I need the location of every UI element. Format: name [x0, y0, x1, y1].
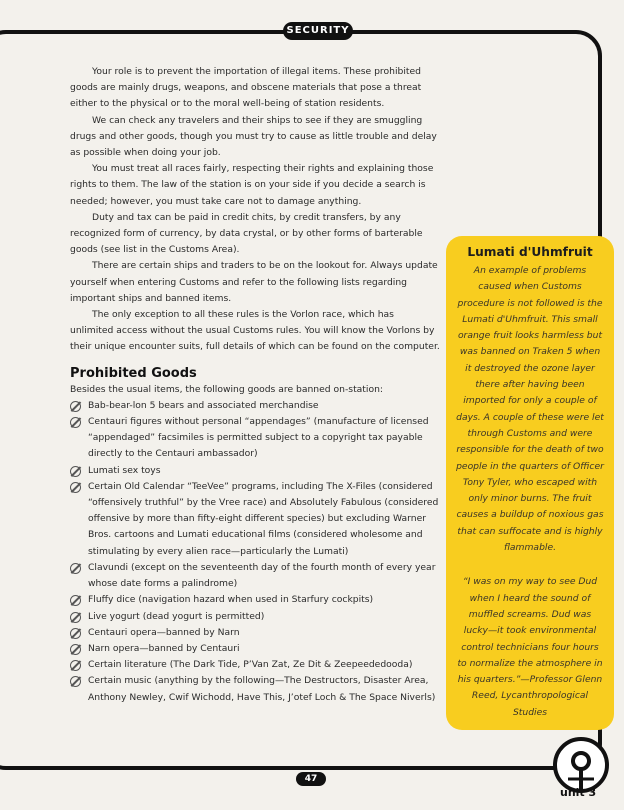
list-item-text: Live yogurt (dead yogurt is permitted)	[88, 610, 265, 622]
unit-label: unit 3	[560, 786, 597, 799]
list-item	[70, 479, 440, 560]
list-item	[70, 560, 440, 592]
list-item	[70, 463, 440, 479]
no-entry-icon	[70, 595, 81, 606]
list-item	[70, 673, 440, 705]
list-item-text: Centauri figures without personal “appendages” (manufacture of licensed “appendaged” facsimiles is permitted subject to a copyright tax payable directly to the Centauri ambassador)	[88, 416, 429, 460]
paragraph: The only exception to all these rules is the Vorlon race, which has unlimited access without the usual Customs rules. You will know the Vorlons by their unique encounter suits, full details of which can be found on the computer.	[70, 309, 440, 353]
paragraph: There are certain ships and traders to be on the lookout for. Always update yourself when entering Customs and refer to the following lists regarding important ships and banned items.	[70, 260, 438, 304]
list-item-text: Narn opera—banned by Centauri	[88, 642, 240, 654]
list-item-text: Centauri opera—banned by Narn	[88, 626, 240, 638]
list-item	[70, 641, 440, 657]
prohibited-goods-heading: Prohibited Goods	[70, 365, 197, 381]
paragraph: Duty and tax can be paid in credit chits, by credit transfers, by any recognized form of currency, by data crystal, or by other forms of barterable goods (see list in the Customs Area).	[70, 211, 423, 256]
paragraph: Your role is to prevent the importation of illegal items. These prohibited goods are mainly drugs, weapons, and obscene materials that pose a threat either to the physical or to the moral well-being of station residents.	[70, 66, 422, 110]
no-entry-icon	[70, 660, 81, 671]
list-item-text: Certain Old Calendar “TeeVee” programs, including The X-Files (considered “offensively truthful” by the Vree race) and Absolutely Fabulous (considered offensive by more than fifty-eight different species) but excluding Warner Bros. cartoons and Lumati educational films (considered wholesome and stimulating by every alien race—particularly the Lumati)	[88, 480, 439, 557]
no-entry-icon	[70, 466, 81, 477]
list-item-text: Lumati sex toys	[88, 464, 161, 476]
no-entry-icon	[70, 644, 81, 655]
list-item-text: Certain literature (The Dark Tide, P’Van Zat, Ze Dit & Zeepeededooda)	[88, 659, 413, 671]
no-entry-icon	[70, 612, 81, 623]
no-entry-icon	[70, 563, 81, 574]
paragraph: You must treat all races fairly, respecting their rights and explaining those rights to them. The law of the station is on your side if you decide a search is needed; however, you must take care not to damage anything.	[70, 163, 434, 207]
no-entry-icon	[70, 401, 81, 412]
no-entry-icon	[70, 676, 81, 687]
sidebar-quote: “I was on my way to see Dud when I heard the sound of muffled screams. Dud was lucky—it took environmental control technicians four hours to normalize the atmosphere in his quarters.”—Professor Glenn Reed, Lycanthropological Studies	[457, 576, 603, 718]
banned-list	[70, 398, 440, 706]
no-entry-icon	[70, 482, 81, 493]
no-entry-icon	[70, 417, 81, 428]
list-item-text: Certain music (anything by the following—The Destructors, Disaster Area, Anthony Newley, Cwif Wichodd, Have This, J’otef Loch & The Space Niverls)	[88, 675, 436, 703]
prohibited-intro: Besides the usual items, the following goods are banned on-station:	[70, 383, 384, 395]
sidebar-title: Lumati d'Uhmfruit	[467, 245, 593, 259]
page-number: 47	[296, 772, 326, 786]
list-item	[70, 657, 440, 673]
list-item	[70, 609, 440, 625]
list-item-text: Clavundi (except on the seventeenth day of the fourth month of every year whose date forms a palindrome)	[88, 561, 436, 590]
no-entry-icon	[70, 628, 81, 639]
sidebar-box	[446, 236, 614, 730]
list-item	[70, 414, 440, 463]
list-item-text: Fluffy dice (navigation hazard when used in Starfury cockpits)	[88, 594, 374, 606]
list-item	[70, 398, 440, 414]
list-item	[70, 625, 440, 641]
sidebar-body: An example of problems caused when Customs procedure is not followed is the Lumati d'Uhmfruit. This small orange fruit looks harmless but was banned on Traken 5 when it destroyed the ozone layer there after having been imported for only a couple of days. A couple of these were let through Customs and were responsible for the death of two people in the quarters of Officer Tony Tyler, who escaped with only minor burns. The fruit causes a buildup of noxious gas that can suffocate and is highly flammable.	[456, 265, 604, 554]
list-item-text: Bab-bear-lon 5 bears and associated merchandise	[88, 399, 319, 411]
paragraph: We can check any travelers and their ships to see if they are smuggling drugs and other goods, though you must try to cause as little trouble and delay as possible when doing your job.	[70, 114, 437, 159]
main-text	[70, 64, 440, 706]
list-item	[70, 592, 440, 608]
section-badge: SECURITY	[283, 22, 353, 40]
